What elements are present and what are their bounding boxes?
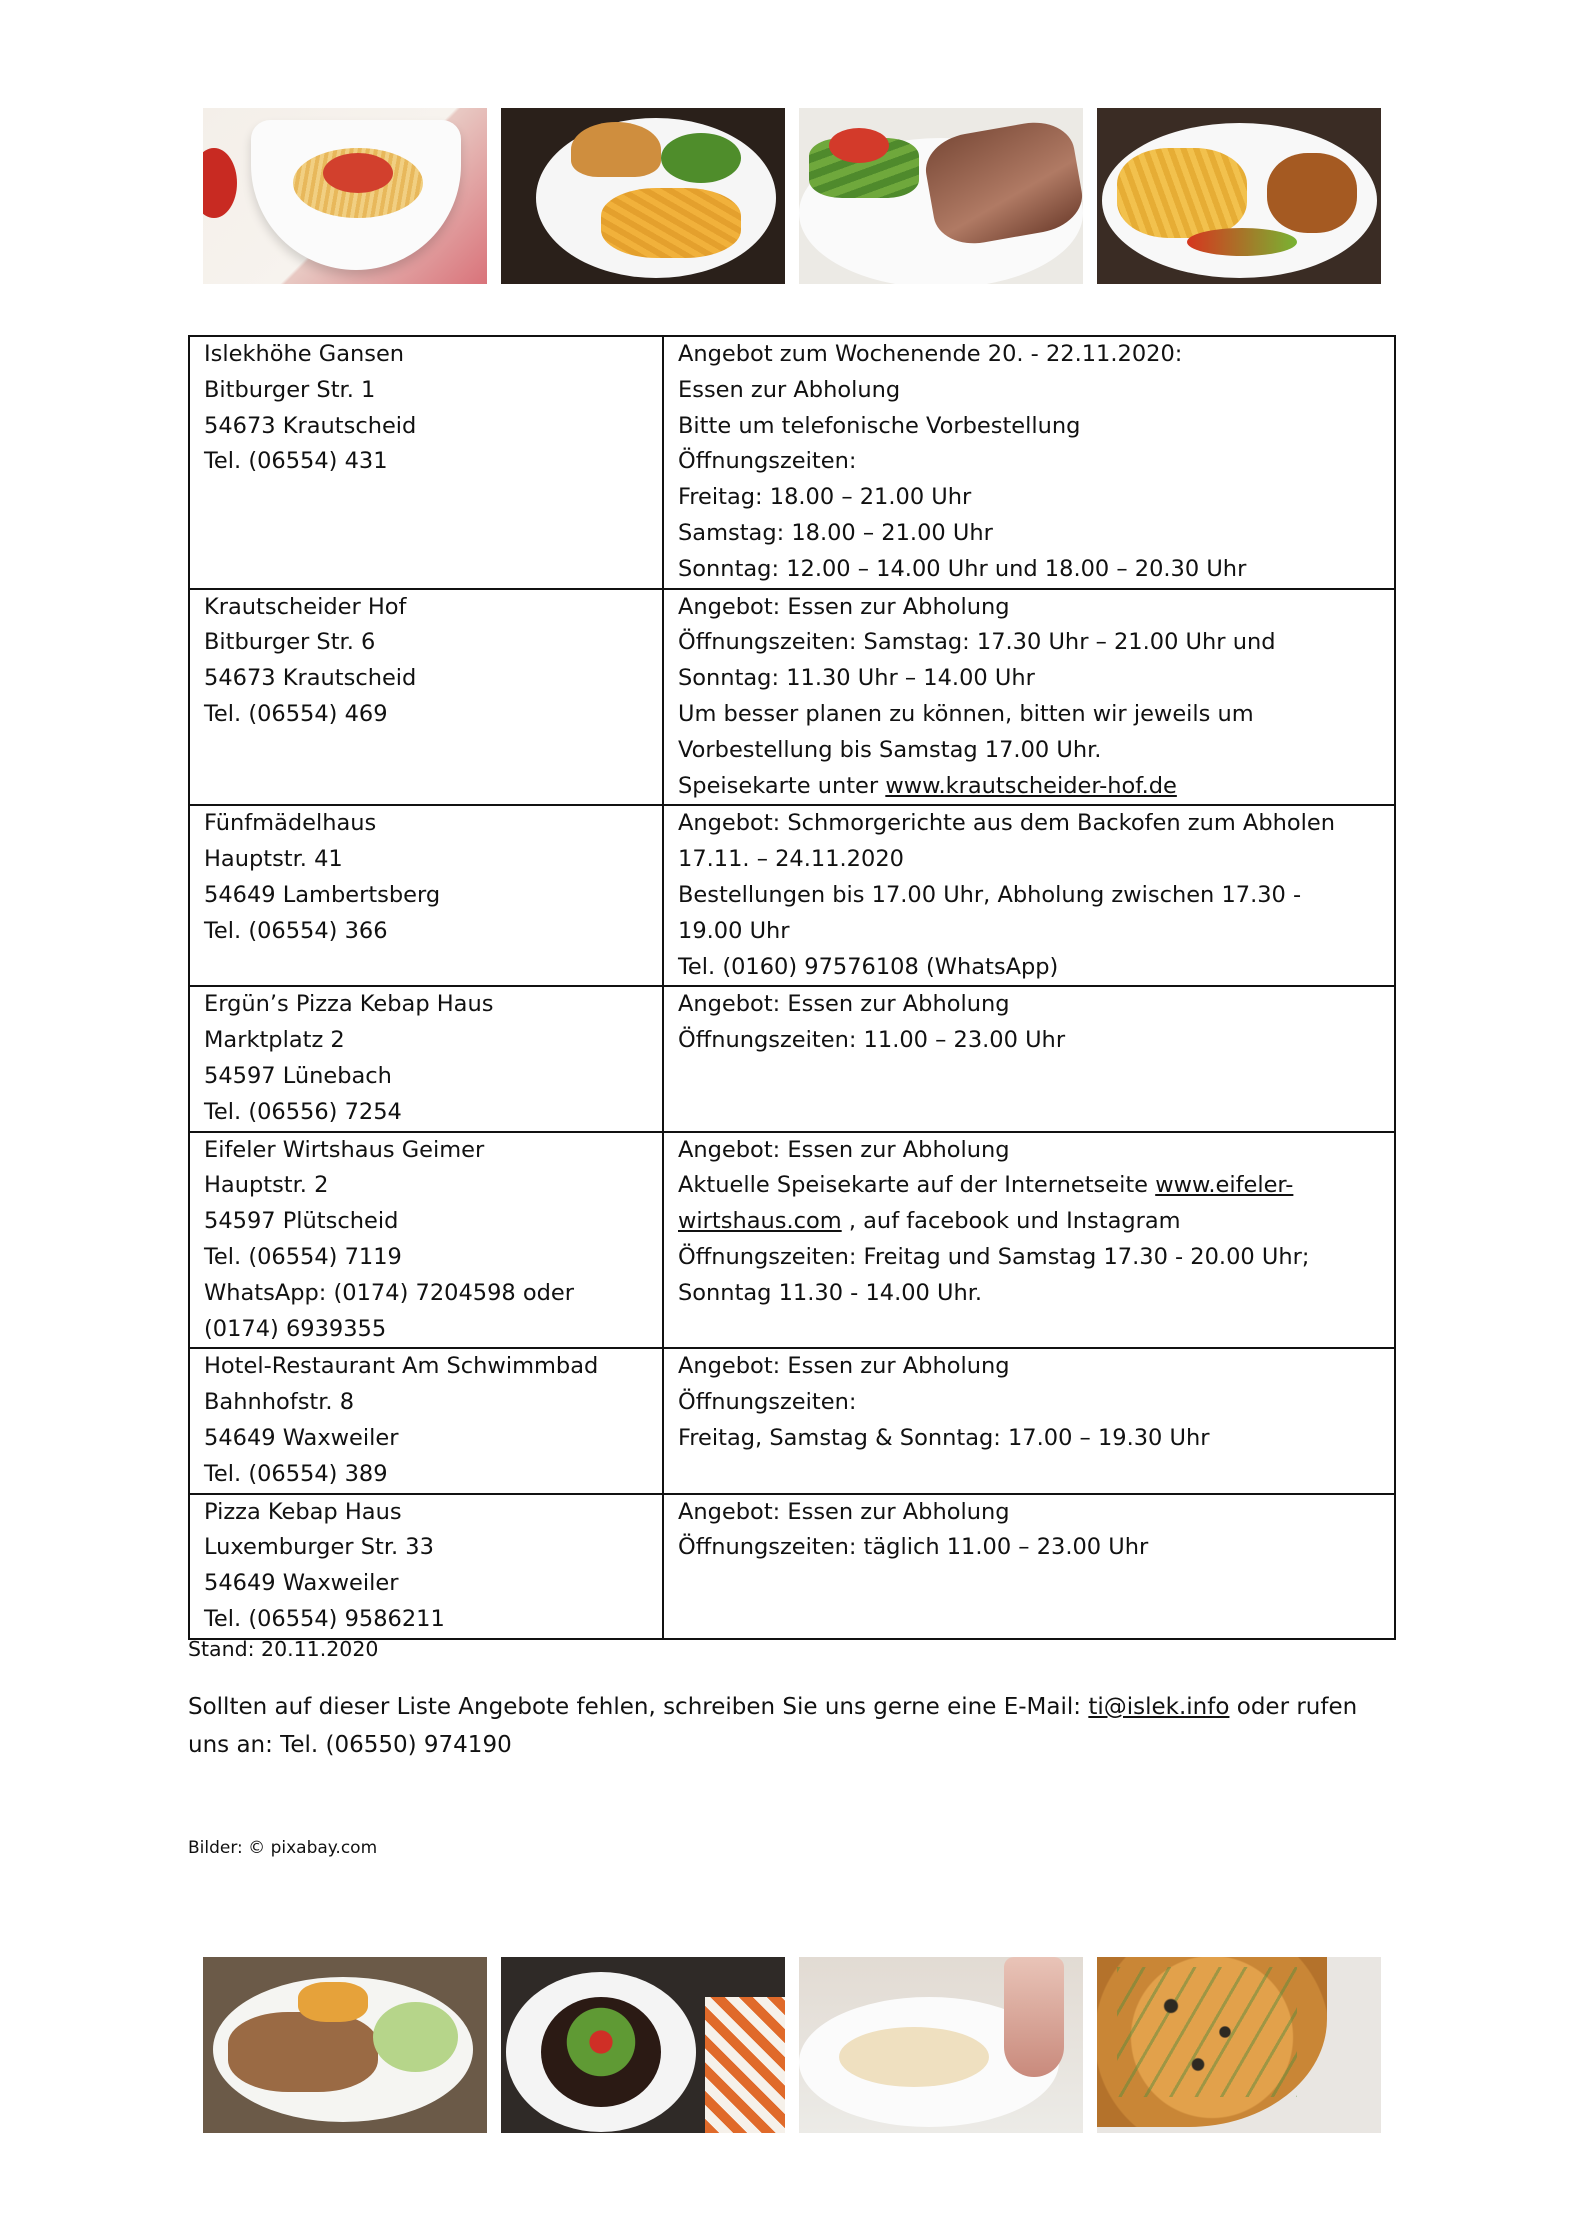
offer-line: Freitag, Samstag & Sonntag: 17.00 – 19.30 Uhr: [678, 1424, 1210, 1451]
steak-icon: [799, 108, 1083, 284]
address-cell: [189, 805, 663, 986]
schnitzel-icon: [1097, 108, 1381, 284]
image-credit: Bilder: © pixabay.com: [188, 1838, 378, 1858]
offer-line: Angebot: Essen zur Abholung: [678, 593, 1010, 620]
phone: Tel. (06556) 7254: [204, 1098, 402, 1125]
city: 54597 Lünebach: [204, 1062, 392, 1089]
restaurant-name: Ergün’s Pizza Kebap Haus: [204, 991, 494, 1018]
offer-line: Essen zur Abholung: [678, 376, 901, 403]
offer-line: Bestellungen bis 17.00 Uhr, Abholung zwischen 17.30 -: [678, 881, 1302, 908]
table-row: [189, 805, 1395, 986]
note-prefix: Sollten auf dieser Liste Angebote fehlen, schreiben Sie uns gerne eine E-Mail:: [188, 1694, 1089, 1720]
address-cell: [189, 1348, 663, 1493]
city: 54673 Krautscheid: [204, 412, 417, 439]
offer-cell: [663, 805, 1395, 986]
offer-cell: [663, 1494, 1395, 1639]
offer-line: Öffnungszeiten:: [678, 448, 857, 475]
address-cell: [189, 589, 663, 806]
offer-line: Angebot: Essen zur Abholung: [678, 1353, 1010, 1380]
table-row: [189, 986, 1395, 1131]
restaurant-name: Islekhöhe Gansen: [204, 341, 405, 367]
offer-line: 17.11. – 24.11.2020: [678, 846, 904, 873]
address-cell: [189, 1494, 663, 1639]
street: Marktplatz 2: [204, 1027, 345, 1054]
phone: Tel. (06554) 366: [204, 917, 388, 944]
phone-alt: (0174) 6939355: [204, 1315, 387, 1342]
whatsapp: WhatsApp: (0174) 7204598 oder: [204, 1279, 574, 1306]
pasta-icon: [203, 108, 487, 284]
offer-line: Sonntag 11.30 - 14.00 Uhr.: [678, 1279, 983, 1306]
offer-cell: [663, 986, 1395, 1131]
phone: Tel. (06554) 9586211: [204, 1605, 445, 1632]
offer-line: Angebot: Schmorgerichte aus dem Backofen zum Abholen: [678, 810, 1335, 837]
city: 54597 Plütscheid: [204, 1208, 399, 1235]
street: Bitburger Str. 1: [204, 376, 376, 403]
offer-line: [678, 1168, 1388, 1204]
offer-line: [678, 769, 1388, 805]
eifeler-wirtshaus-link[interactable]: www.eifeler-: [1155, 1172, 1294, 1199]
offer-line: Angebot: Essen zur Abholung: [678, 1136, 1010, 1163]
street: Hauptstr. 41: [204, 846, 343, 873]
menu-link-prefix: Speisekarte unter: [678, 772, 886, 799]
table-row: [189, 1494, 1395, 1639]
stand-date: Stand: 20.11.2020: [188, 1637, 379, 1661]
street: Bitburger Str. 6: [204, 629, 376, 656]
city: 54673 Krautscheid: [204, 665, 417, 692]
table-row: [189, 589, 1395, 806]
offer-cell: [663, 336, 1395, 589]
restaurant-name: Pizza Kebap Haus: [204, 1498, 402, 1525]
top-photo-row: [203, 108, 1381, 284]
street: Hauptstr. 2: [204, 1172, 329, 1199]
offer-cell: [663, 1348, 1395, 1493]
offer-cell: [663, 589, 1395, 806]
street: Bahnhofstr. 8: [204, 1389, 355, 1416]
burger-icon: [501, 108, 785, 284]
address-cell: [189, 336, 663, 589]
menu-link-suffix: , auf facebook und Instagram: [841, 1208, 1181, 1235]
table-row: [189, 1348, 1395, 1493]
offer-line: Um besser planen zu können, bitten wir jeweils um: [678, 700, 1254, 727]
offer-line: Öffnungszeiten:: [678, 1389, 857, 1416]
address-cell: [189, 1132, 663, 1349]
street: Luxemburger Str. 33: [204, 1534, 434, 1561]
city: 54649 Waxweiler: [204, 1570, 399, 1597]
phone: Tel. (06554) 431: [204, 448, 388, 475]
restaurant-name: Eifeler Wirtshaus Geimer: [204, 1136, 485, 1163]
offer-line: Samstag: 18.00 – 21.00 Uhr: [678, 519, 993, 546]
pizza-icon: [1097, 1957, 1381, 2133]
offer-line: Öffnungszeiten: Samstag: 17.30 Uhr – 21.00 Uhr und: [678, 629, 1276, 656]
offer-line: Angebot: Essen zur Abholung: [678, 991, 1010, 1018]
offer-line: Angebot: Essen zur Abholung: [678, 1498, 1010, 1525]
offer-line: Vorbestellung bis Samstag 17.00 Uhr.: [678, 736, 1102, 763]
offer-line: 19.00 Uhr: [678, 917, 790, 944]
offer-line: Sonntag: 12.00 – 14.00 Uhr und 18.00 – 20.30 Uhr: [678, 555, 1247, 582]
offer-line: Tel. (0160) 97576108 (WhatsApp): [678, 953, 1059, 980]
menu-link-prefix: Aktuelle Speisekarte auf der Internetseite: [678, 1172, 1156, 1199]
offer-line: Öffnungszeiten: Freitag und Samstag 17.30 - 20.00 Uhr;: [678, 1243, 1310, 1270]
table-row: [189, 1132, 1395, 1349]
offer-line: Freitag: 18.00 – 21.00 Uhr: [678, 484, 972, 511]
offer-line: [678, 1204, 1388, 1240]
phone: Tel. (06554) 7119: [204, 1243, 402, 1270]
restaurant-name: Fünfmädelhaus: [204, 810, 377, 837]
offer-line: Sonntag: 11.30 Uhr – 14.00 Uhr: [678, 665, 1035, 692]
krautscheider-hof-link[interactable]: www.krautscheider-hof.de: [885, 772, 1177, 799]
offer-cell: [663, 1132, 1395, 1349]
address-cell: [189, 986, 663, 1131]
note-suffix: oder rufen uns an: Tel. (06550) 974190: [188, 1694, 1358, 1758]
offer-line: Angebot zum Wochenende 20. - 22.11.2020:: [678, 341, 1183, 367]
salad-icon: [501, 1957, 785, 2133]
city: 54649 Lambertsberg: [204, 881, 441, 908]
pasta-dish-icon: [799, 1957, 1083, 2133]
phone: Tel. (06554) 389: [204, 1460, 388, 1487]
restaurant-name: Hotel-Restaurant Am Schwimmbad: [204, 1353, 599, 1380]
phone: Tel. (06554) 469: [204, 700, 388, 727]
city: 54649 Waxweiler: [204, 1424, 399, 1451]
eifeler-wirtshaus-link-cont[interactable]: wirtshaus.com: [678, 1208, 842, 1235]
offer-line: Öffnungszeiten: 11.00 – 23.00 Uhr: [678, 1027, 1066, 1054]
schnitzel-plate-icon: [203, 1957, 487, 2133]
table-row: [189, 336, 1395, 589]
bottom-photo-row: [203, 1957, 1381, 2133]
email-link[interactable]: ti@islek.info: [1088, 1694, 1230, 1720]
contact-note: [188, 1688, 1403, 1764]
restaurant-name: Krautscheider Hof: [204, 593, 407, 620]
offer-line: Öffnungszeiten: täglich 11.00 – 23.00 Uhr: [678, 1534, 1149, 1561]
offer-line: Bitte um telefonische Vorbestellung: [678, 412, 1081, 439]
offers-table: [188, 335, 1396, 1640]
